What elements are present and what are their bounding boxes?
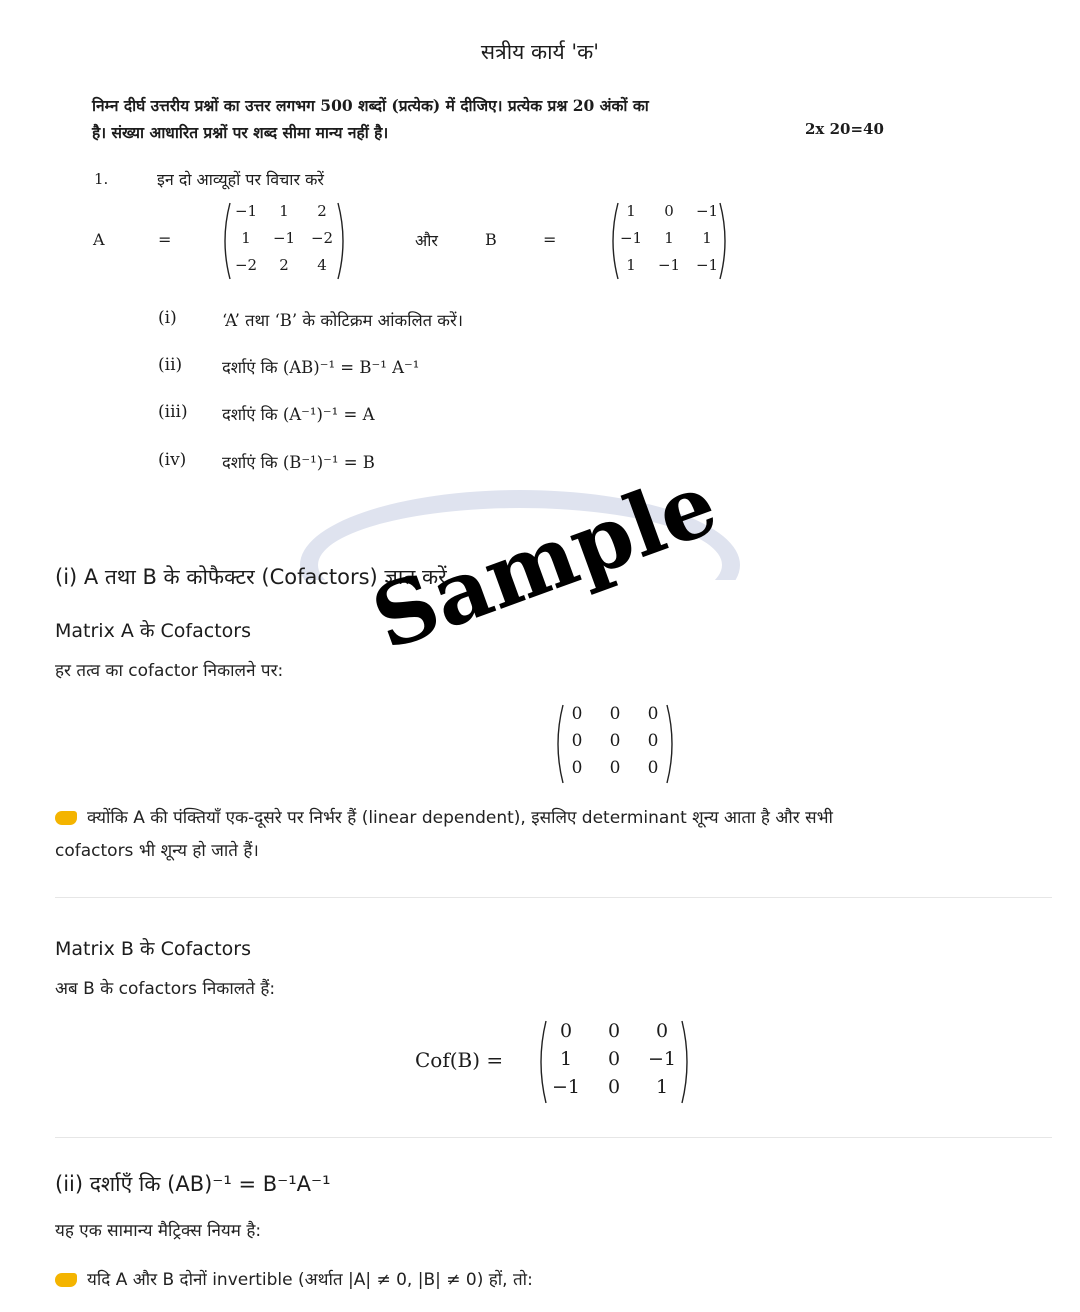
matrix-cell: 0 <box>647 704 659 724</box>
subpart-number-3: (iii) <box>158 402 188 422</box>
rule-condition <box>55 1267 533 1290</box>
matrix-cell: 0 <box>559 1020 573 1042</box>
marks-allocation: 2x 20=40 <box>805 120 884 138</box>
matrix-cell: −1 <box>695 202 719 220</box>
matrix-cell: 1 <box>664 229 674 247</box>
matrix-cell: −1 <box>695 256 719 274</box>
matrix-cell: 1 <box>279 202 289 220</box>
subpart-text-2: दर्शाएं कि (AB)⁻¹ = B⁻¹ A⁻¹ <box>222 358 420 377</box>
cofactor-b-label: Cof(B) = <box>415 1048 504 1072</box>
equals-sign-b: = <box>543 230 557 249</box>
divider-2 <box>55 1137 1052 1138</box>
matrix-cell: 0 <box>609 704 621 724</box>
matrix-a-label: A <box>93 230 105 249</box>
matrix-cell: 0 <box>571 731 583 751</box>
solution-heading-i: (i) A तथा B के कोफैक्टर (Cofactors) ज्ञात करें <box>55 565 447 589</box>
sample-watermark: Sample <box>360 453 730 670</box>
matrix-cell: 1 <box>655 1076 669 1098</box>
matrix-cell: 0 <box>607 1048 621 1070</box>
question-text: इन दो आव्यूहों पर विचार करें <box>157 170 324 189</box>
equals-sign: = <box>158 230 172 249</box>
matrix-cell: 2 <box>279 256 289 274</box>
instructions <box>92 92 892 146</box>
matrix-cell: 0 <box>609 731 621 751</box>
matrix-cell: −1 <box>647 1048 676 1070</box>
matrix-b <box>610 202 728 280</box>
cofactor-matrix-a <box>555 704 675 784</box>
pointing-hand-icon <box>55 811 77 825</box>
matrix-b-intro: अब B के cofactors निकालते हैं: <box>55 979 276 999</box>
matrix-cell: 0 <box>664 202 674 220</box>
matrix-cell: 0 <box>609 758 621 778</box>
and-word: और <box>415 231 438 250</box>
matrix-cell: −1 <box>272 229 296 247</box>
rule-condition-text: यदि A और B दोनों invertible (अर्थात |A| ≠ 0, |B| ≠ 0) हों, तो: <box>87 1270 533 1290</box>
matrix-cell: 1 <box>241 229 251 247</box>
question-number: 1. <box>94 170 109 188</box>
subpart-number-1: (i) <box>158 308 177 328</box>
subpart-number-4: (iv) <box>158 450 187 470</box>
pointing-hand-icon <box>55 1273 77 1287</box>
matrix-cell: 0 <box>571 758 583 778</box>
matrix-cell: 1 <box>626 202 636 220</box>
subpart-text-1: ‘A’ तथा ‘B’ के कोटिक्रम आंकलित करें। <box>222 311 463 330</box>
matrix-cell: −2 <box>310 229 334 247</box>
subpart-number-2: (ii) <box>158 355 183 375</box>
matrix-a-cofactors-heading: Matrix A के Cofactors <box>55 620 251 642</box>
matrix-cell: 0 <box>571 704 583 724</box>
instructions-line-1: निम्न दीर्घ उत्तरीय प्रश्नों का उत्तर लगभग 500 शब्दों (प्रत्येक) में दीजिए। प्रत्येक प्रश्न 20 अंकों का <box>92 96 649 115</box>
matrix-cell: 2 <box>317 202 327 220</box>
matrix-b-cofactors-heading: Matrix B के Cofactors <box>55 938 252 960</box>
page-title: सत्रीय कार्य 'क' <box>480 40 600 64</box>
matrix-cell: 1 <box>702 229 712 247</box>
matrix-a-intro: हर तत्व का cofactor निकालने पर: <box>55 661 284 681</box>
rule-intro: यह एक सामान्य मैट्रिक्स नियम है: <box>55 1221 262 1241</box>
solution-heading-ii: (ii) दर्शाएँ कि (AB)⁻¹ = B⁻¹A⁻¹ <box>55 1172 331 1196</box>
matrix-cell: −1 <box>619 229 643 247</box>
divider <box>55 897 1052 898</box>
subpart-text-3: दर्शाएं कि (A⁻¹)⁻¹ = A <box>222 405 375 424</box>
matrix-cell: 4 <box>317 256 327 274</box>
matrix-a <box>222 202 346 280</box>
matrix-cell: 0 <box>647 731 659 751</box>
matrix-cell: −1 <box>551 1076 580 1098</box>
matrix-cell: −2 <box>234 256 258 274</box>
matrix-cell: 1 <box>626 256 636 274</box>
note-a <box>55 805 833 828</box>
note-a-line-2: cofactors भी शून्य हो जाते हैं। <box>55 841 259 861</box>
matrix-cell: 1 <box>559 1048 573 1070</box>
subpart-text-4: दर्शाएं कि (B⁻¹)⁻¹ = B <box>222 453 375 472</box>
matrix-cell: 0 <box>655 1020 669 1042</box>
matrix-cell: −1 <box>234 202 258 220</box>
matrix-cell: 0 <box>607 1076 621 1098</box>
note-a-line-1: क्योंकि A की पंक्तियाँ एक-दूसरे पर निर्भर हैं (linear dependent), इसलिए determinant शून्य आता है और सभी <box>87 808 833 828</box>
instructions-line-2: है। संख्या आधारित प्रश्नों पर शब्द सीमा मान्य नहीं है। <box>92 123 389 142</box>
cofactor-matrix-b <box>538 1020 690 1104</box>
matrix-b-label: B <box>485 230 497 249</box>
matrix-cell: −1 <box>657 256 681 274</box>
matrix-cell: 0 <box>647 758 659 778</box>
matrix-cell: 0 <box>607 1020 621 1042</box>
